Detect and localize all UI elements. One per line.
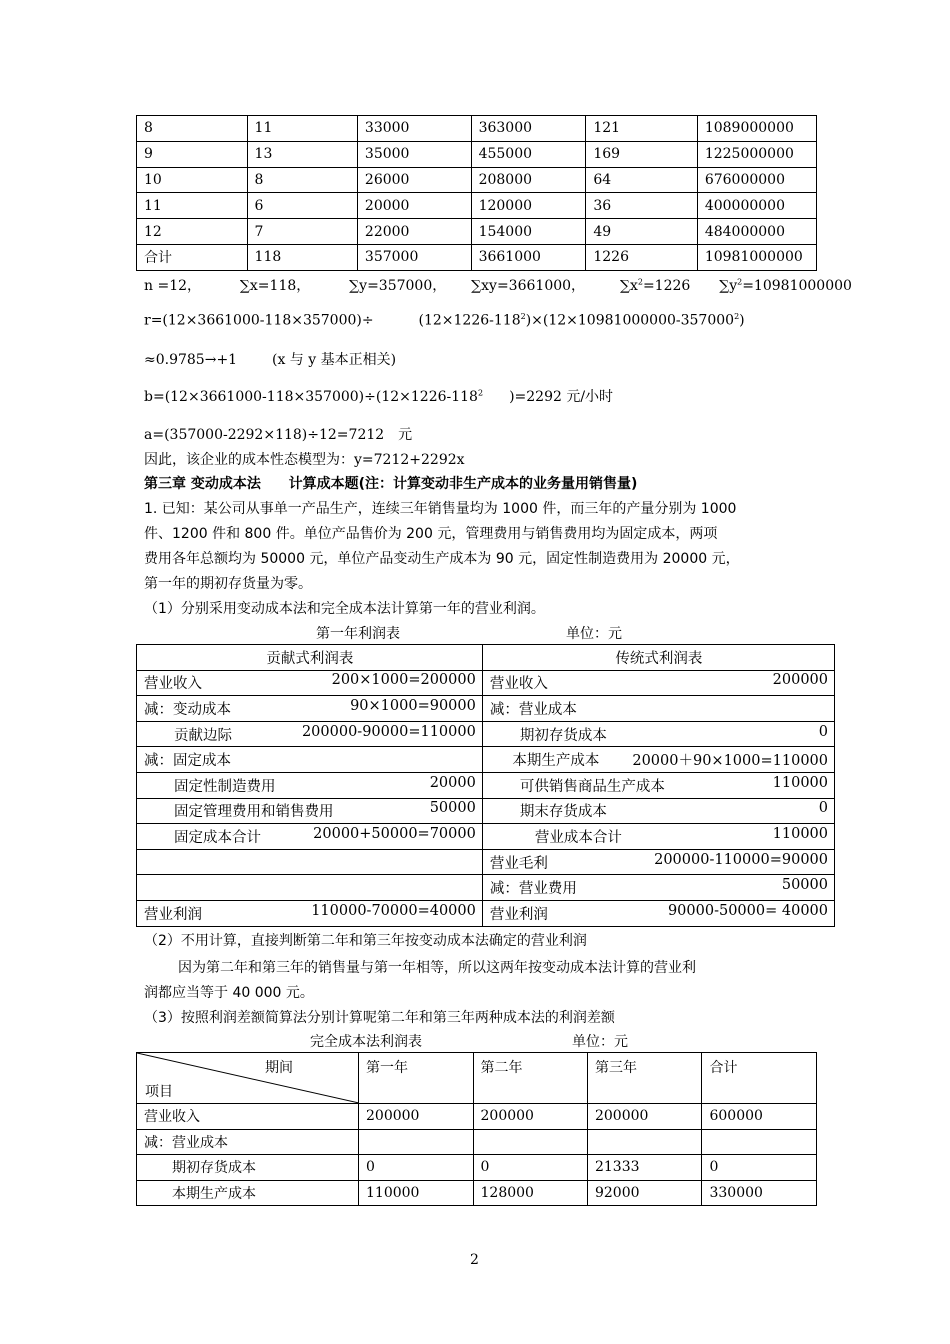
table-row: [137, 244, 817, 270]
traditional-cell: [482, 900, 834, 926]
table-cell: 合计: [137, 244, 248, 270]
table-cell: 484000000: [697, 219, 816, 245]
line-item-label: 固定管理费用和销售费用: [174, 804, 334, 821]
line-item-value: 0: [818, 800, 828, 817]
table-row: [137, 772, 835, 798]
table-cell: 49: [586, 219, 697, 245]
table-row: [137, 116, 817, 142]
table-row: [137, 824, 835, 850]
line-item-value: 20000+50000=70000: [313, 825, 476, 842]
table-cell: 36: [586, 193, 697, 219]
table-cell: 1225000000: [697, 141, 816, 167]
sum-y2: $\sum y^2=10981000000$: [719, 277, 852, 294]
table-cell: [702, 1129, 817, 1155]
contribution-cell: [137, 747, 483, 773]
row-label: 营业收入: [137, 1104, 359, 1130]
traditional-cell: [482, 824, 834, 850]
table-row: [137, 798, 835, 824]
line-item-label: 营业成本合计: [534, 829, 622, 846]
line-item-value: 20000: [429, 774, 476, 791]
table-cell: 0: [702, 1155, 817, 1181]
table-row: [137, 670, 835, 696]
question-2: （2）不用计算，直接判断第二年和第三年按变动成本法确定的营业利润: [144, 933, 587, 949]
table-cell: 8: [247, 167, 357, 193]
question-1: （1）分别采用变动成本法和完全成本法计算第一年的营业利润。: [144, 601, 545, 617]
line-item-value: 200000-110000=90000: [654, 851, 828, 868]
traditional-cell: [482, 670, 834, 696]
contribution-header: 贡献式利润表: [137, 645, 483, 671]
table-cell: 10: [137, 167, 248, 193]
table-cell: 20000: [357, 193, 471, 219]
line-item-label: 营业收入: [489, 676, 548, 693]
contribution-cell: [137, 772, 483, 798]
contribution-cell: [137, 875, 483, 901]
line-item-value: 110000: [772, 825, 828, 842]
table-cell: 400000000: [697, 193, 816, 219]
line-item-value: 200×1000=200000: [331, 672, 476, 689]
traditional-cell: [482, 875, 834, 901]
table-cell: [359, 1129, 473, 1155]
table-cell: 110000: [359, 1180, 473, 1206]
table-row: [137, 167, 817, 193]
first-year-income-table: [136, 644, 835, 927]
traditional-cell: [482, 696, 834, 722]
income1-title: 第一年利润表: [316, 626, 400, 642]
line-item-label: 减：营业费用: [489, 881, 577, 898]
table-row: [137, 219, 817, 245]
contribution-cell: [137, 696, 483, 722]
table-cell: 33000: [357, 116, 471, 142]
traditional-cell: [482, 747, 834, 773]
table-row: [137, 1129, 817, 1155]
table-cell: 0: [473, 1155, 587, 1181]
table-cell: 26000: [357, 167, 471, 193]
question-3: （3）按照利润差额简算法分别计算呢第二年和第三年两种成本法的利润差额: [144, 1010, 615, 1026]
corner-period: 期间: [265, 1060, 293, 1076]
line-item-value: 90000-50000= 40000: [667, 902, 828, 919]
col-header: 第二年: [473, 1053, 587, 1104]
table-cell: 9: [137, 141, 248, 167]
table-row: [137, 875, 835, 901]
row-label: 本期生产成本: [137, 1180, 359, 1206]
table-cell: 128000: [473, 1180, 587, 1206]
income1-unit: 单位：元: [566, 626, 622, 642]
table-row: [137, 721, 835, 747]
table-cell: 21333: [587, 1155, 701, 1181]
line-item-value: 90×1000=90000: [350, 697, 476, 714]
row-label: 期初存货成本: [137, 1155, 359, 1181]
sum-xy: ∑xy=3661000，: [471, 278, 586, 294]
line-item-label: 减：固定成本: [144, 753, 231, 770]
traditional-cell: [482, 721, 834, 747]
corner-item: 项目: [145, 1084, 173, 1100]
table-cell: 154000: [471, 219, 586, 245]
table-cell: 1226: [586, 244, 697, 270]
corner-cell: [137, 1053, 359, 1104]
table-cell: 1089000000: [697, 116, 816, 142]
sum-x: ∑x=118，: [239, 278, 311, 294]
line-item-value: 200000-90000=110000: [301, 723, 476, 740]
table-cell: 10981000000: [697, 244, 816, 270]
col-header: 第一年: [359, 1053, 473, 1104]
line-item-label: 营业毛利: [489, 855, 548, 872]
chapter-heading: 第三章 变动成本法 计算成本题(注：计算变动非生产成本的业务量用销售量): [144, 476, 638, 492]
table-cell: 64: [586, 167, 697, 193]
q2-answer-line-1: 因为第二年和第三年的销售量与第一年相等，所以这两年按变动成本法计算的营业利: [178, 960, 696, 976]
traditional-cell: [482, 772, 834, 798]
row-label: 减：营业成本: [137, 1129, 359, 1155]
contribution-cell: [137, 721, 483, 747]
line-item-value: 50000: [781, 877, 828, 894]
table-cell: 455000: [471, 141, 586, 167]
line-item-label: 贡献边际: [174, 727, 232, 744]
contribution-cell: [137, 798, 483, 824]
a-formula: a=(357000-2292×118)÷12=7212 元: [144, 427, 413, 443]
table-cell: 676000000: [697, 167, 816, 193]
income2-unit: 单位：元: [572, 1034, 628, 1050]
problem-line-1: 1. 已知：某公司从事单一产品生产，连续三年销售量均为 1000 件，而三年的产量分别为 1000: [144, 501, 737, 517]
table-row: [137, 900, 835, 926]
absorption-income-table: [136, 1052, 817, 1206]
table-cell: 363000: [471, 116, 586, 142]
sum-x2: $\sum x^2=1226$: [619, 277, 691, 294]
table-row: [137, 1104, 817, 1130]
table-cell: 8: [137, 116, 248, 142]
line-item-label: 减：营业成本: [489, 701, 577, 718]
traditional-cell: [482, 849, 834, 875]
table-cell: 22000: [357, 219, 471, 245]
line-item-value: 50000: [429, 800, 476, 817]
problem-line-2: 件、1200 件和 800 件。单位产品售价为 200 元，管理费用与销售费用均为固定成本，两项: [144, 526, 718, 542]
table-cell: 120000: [471, 193, 586, 219]
table-cell: 200000: [587, 1104, 701, 1130]
income2-title: 完全成本法利润表: [310, 1034, 422, 1050]
contribution-cell: [137, 824, 483, 850]
table-cell: 3661000: [471, 244, 586, 270]
sum-line: [144, 275, 852, 295]
traditional-cell: [482, 798, 834, 824]
line-item-label: 营业利润: [144, 906, 202, 923]
line-item-label: 期末存货成本: [519, 804, 607, 821]
line-item-label: 本期生产成本: [512, 753, 600, 770]
table-cell: 92000: [587, 1180, 701, 1206]
table-cell: 208000: [471, 167, 586, 193]
table-cell: [473, 1129, 587, 1155]
table-row: [137, 645, 835, 671]
line-item-label: 固定性制造费用: [174, 778, 276, 795]
table-cell: 13: [247, 141, 357, 167]
contribution-cell: [137, 670, 483, 696]
r-approx: ≈0.9785→+1 (x 与 y 基本正相关): [144, 352, 397, 368]
sum-n: n =12，: [144, 278, 202, 294]
line-item-label: 减：变动成本: [144, 701, 231, 718]
table-cell: 330000: [702, 1180, 817, 1206]
line-item-label: 营业收入: [144, 676, 202, 693]
table-cell: 12: [137, 219, 248, 245]
table-cell: 6: [247, 193, 357, 219]
line-item-label: 期初存货成本: [519, 727, 607, 744]
b-formula: $b=(12\times 3661000-118\times 357000)\div(12\times 1226-118^2$ )=2292 元/小时: [144, 388, 614, 405]
problem-line-4: 第一年的期初存货量为零。: [144, 576, 312, 592]
contribution-cell: [137, 849, 483, 875]
line-item-label: 营业利润: [489, 906, 548, 923]
regression-data-table: [136, 115, 817, 271]
table-row: [137, 141, 817, 167]
line-item-label: 固定成本合计: [174, 829, 261, 846]
table-cell: 11: [247, 116, 357, 142]
q2-answer-line-2: 润都应当等于 40 000 元。: [144, 985, 314, 1001]
table-row: [137, 193, 817, 219]
sum-y: ∑y=357000，: [349, 278, 447, 294]
table-cell: [587, 1129, 701, 1155]
line-item-value: 110000-70000=40000: [311, 902, 476, 919]
r-formula: $r=(12\times 3661000-118\times 357000)\div (12\times 1226-118^2)\times(12\times 10981000000-357000^2)$: [144, 312, 745, 329]
table-cell: 35000: [357, 141, 471, 167]
cost-model: 因此，该企业的成本性态模型为：y=7212+2292x: [144, 452, 465, 468]
traditional-header: 传统式利润表: [482, 645, 834, 671]
table-cell: 11: [137, 193, 248, 219]
table-cell: 357000: [357, 244, 471, 270]
table-cell: 200000: [473, 1104, 587, 1130]
table-cell: 121: [586, 116, 697, 142]
table-cell: 200000: [359, 1104, 473, 1130]
table-row: [137, 849, 835, 875]
table-row: [137, 696, 835, 722]
table-cell: 600000: [702, 1104, 817, 1130]
page-number: 2: [470, 1252, 479, 1268]
table-header-row: [137, 1053, 817, 1104]
line-item-value: 110000: [772, 774, 828, 791]
table-cell: 7: [247, 219, 357, 245]
line-item-label: 可供销售商品生产成本: [519, 778, 665, 795]
table-cell: 118: [247, 244, 357, 270]
table-row: [137, 747, 835, 773]
line-item-value: 20000＋90×1000=110000: [632, 753, 828, 770]
problem-line-3: 费用各年总额均为 50000 元，单位产品变动生产成本为 90 元，固定性制造费用为 20000 元，: [144, 551, 740, 567]
table-cell: 0: [359, 1155, 473, 1181]
table-row: [137, 1155, 817, 1181]
table-row: [137, 1180, 817, 1206]
col-header: 合计: [702, 1053, 817, 1104]
contribution-cell: [137, 900, 483, 926]
line-item-value: 200000: [772, 672, 828, 689]
table-cell: 169: [586, 141, 697, 167]
line-item-value: 0: [818, 723, 828, 740]
col-header: 第三年: [587, 1053, 701, 1104]
